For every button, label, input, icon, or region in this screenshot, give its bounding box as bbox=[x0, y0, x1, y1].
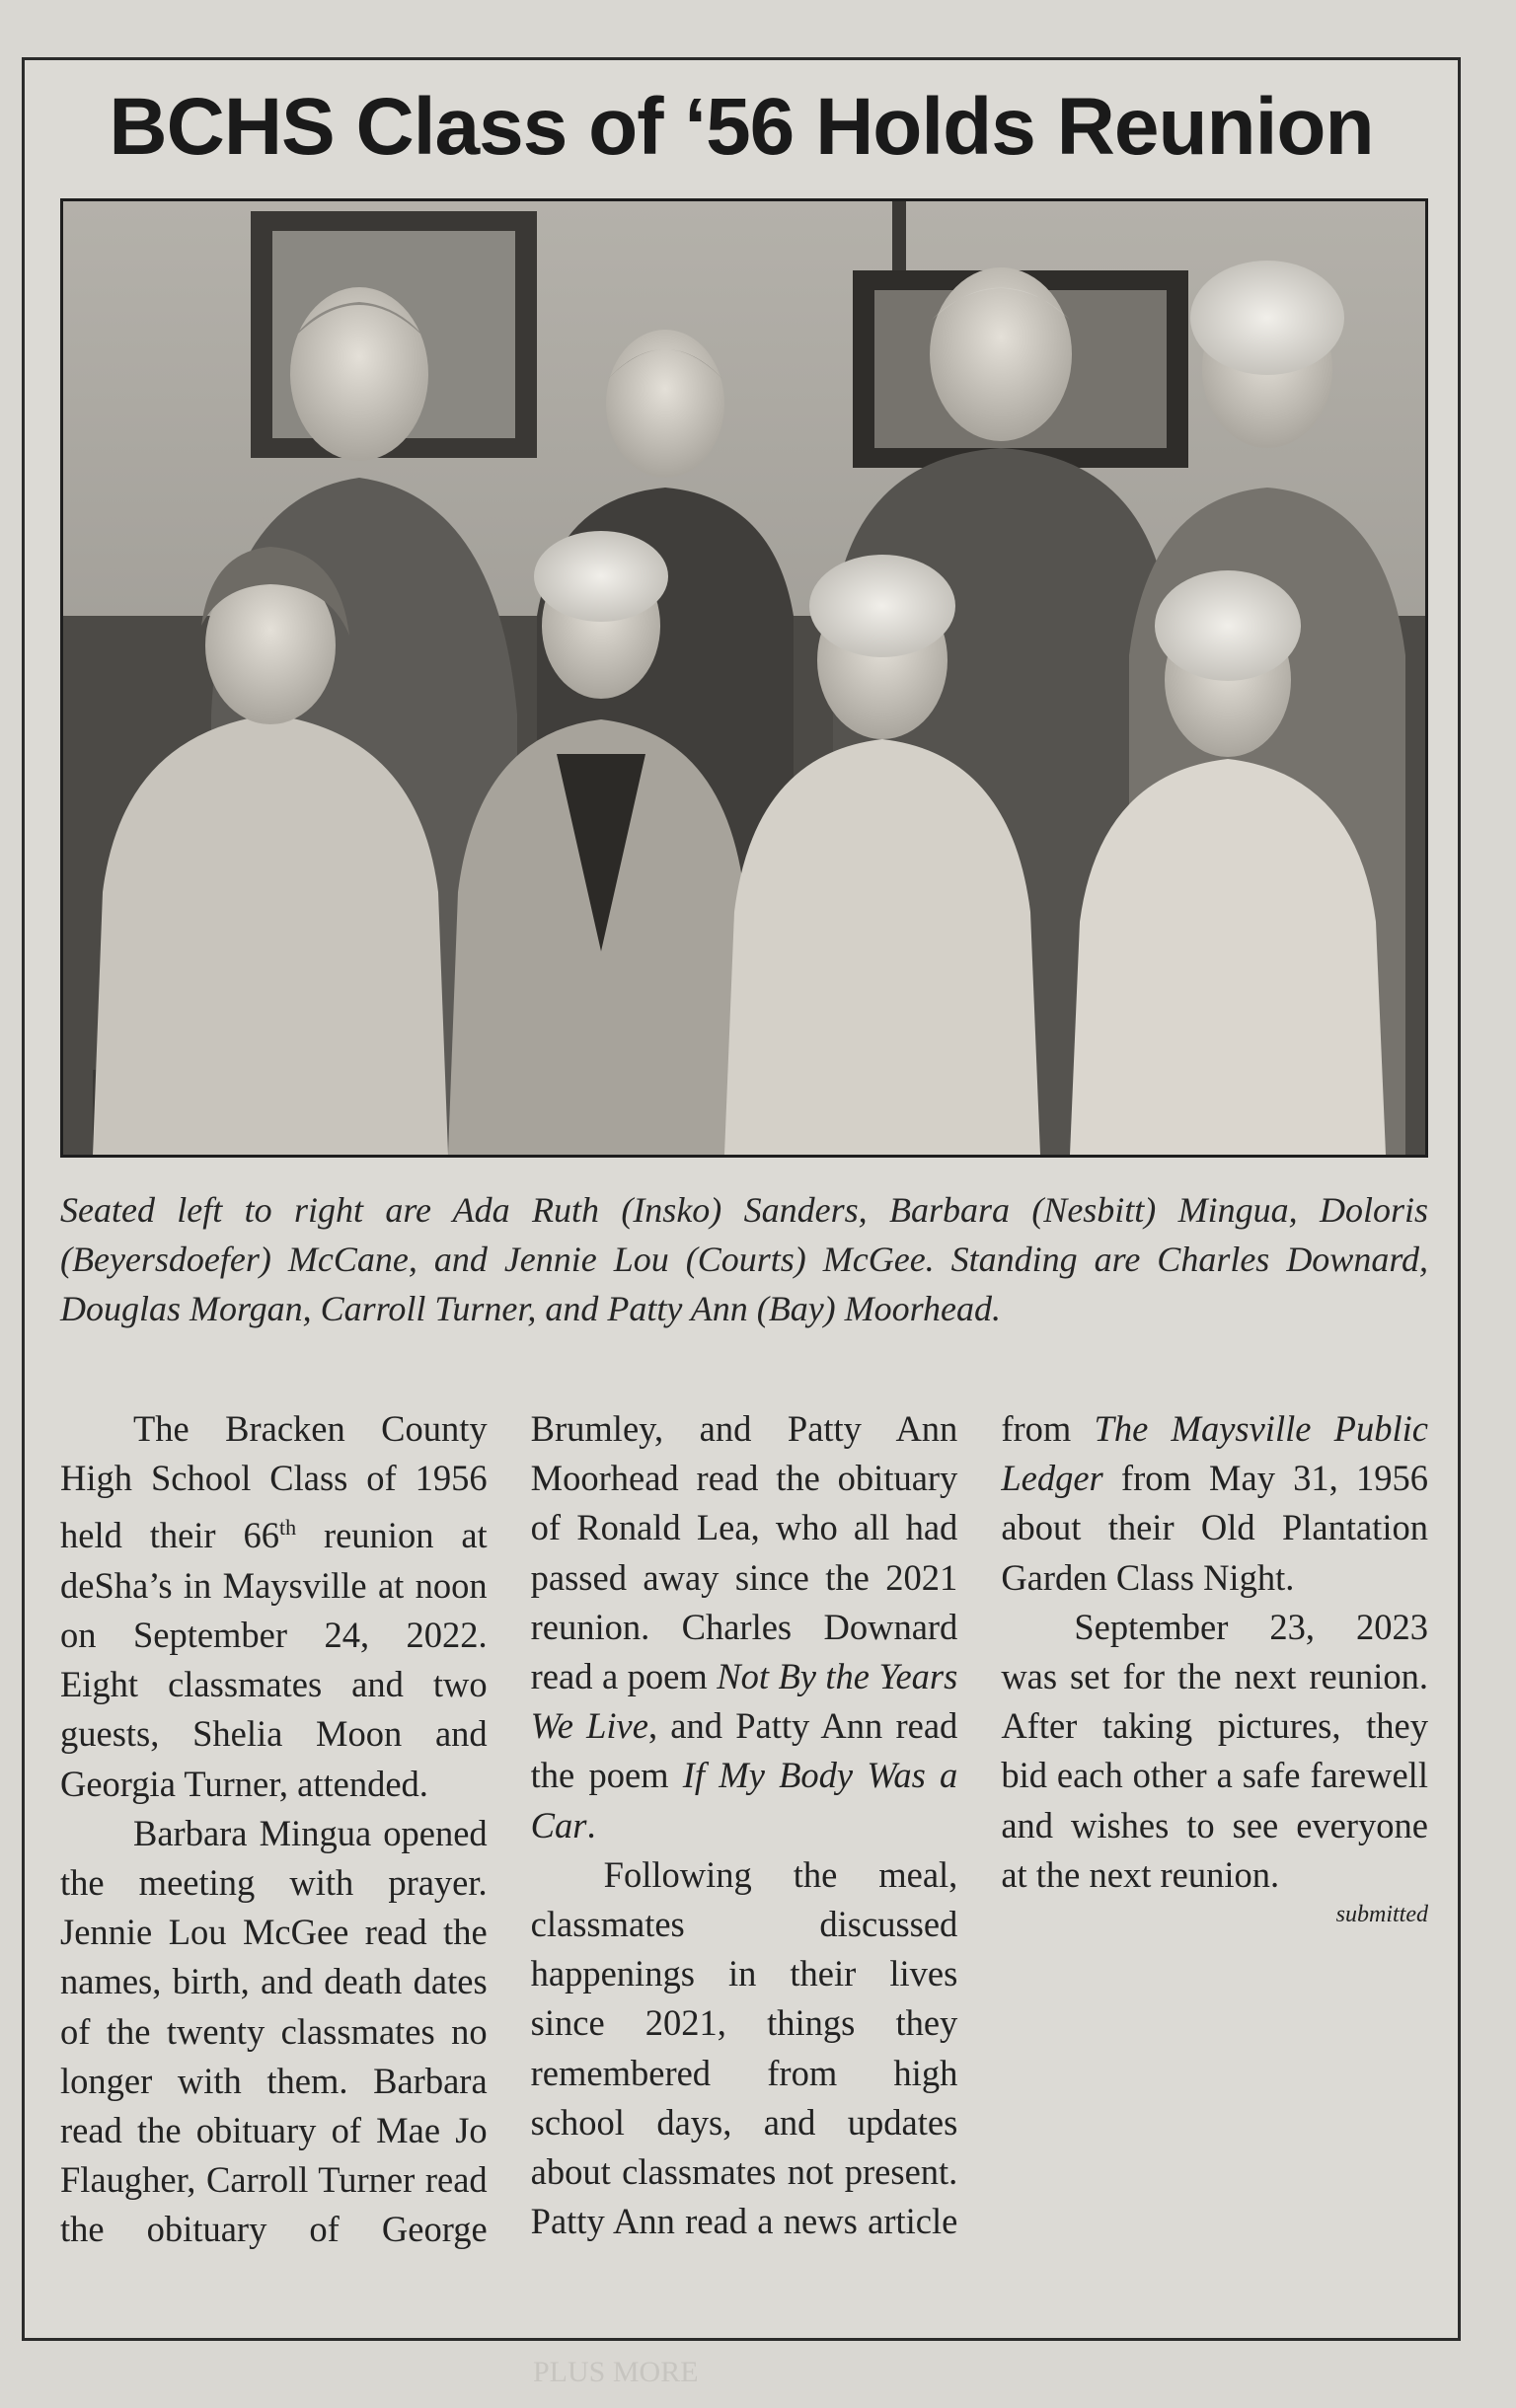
group-photo bbox=[60, 198, 1428, 1158]
poem-title-1: Not By the Years We Live bbox=[530, 1656, 958, 1747]
photo-caption: Seated left to right are Ada Ruth (Insko) Sanders, Barbara (Nesbitt) Mingua, Doloris (Beyersdoefer) McCane, and Jennie Lou (Courts) McGee. Standing are Charles Downard, Douglas Morgan, Carroll Turner, and Patty Ann (Bay) Moorhead. bbox=[60, 1190, 1428, 1328]
paragraph-2-mid: , and Patty Ann read the poem bbox=[530, 1705, 958, 1796]
paragraph-1-text-a: The Bracken County High School Class of 1956 held their 66 bbox=[60, 1408, 488, 1556]
adjacent-page-bleed-bottom: PLUS MORE bbox=[533, 2356, 699, 2388]
paragraph-4 bbox=[1001, 1603, 1428, 1900]
ordinal-suffix: th bbox=[278, 1515, 297, 1541]
paragraph-1-text-b: reunion at deSha’s in Maysville at noon on September 24, 2022. Eight classmates and two guests, Shelia Moon and Georgia Turner, attended. bbox=[60, 1515, 488, 1804]
paragraph-3-text-a: Following the meal, classmates discussed happenings in their lives since 2021, things they remembered from high school days, and updates about classmates not present. Patty Ann read a news article from bbox=[530, 1408, 1095, 2242]
paragraph-4-text: September 23, 2023 was set for the next reunion. After taking pictures, they bid each other a safe farewell and wishes to see everyone at the next reunion. bbox=[1001, 1606, 1428, 1895]
paragraph-2-text: Barbara Mingua opened the meeting with prayer. Jennie Lou McGee read the names, birth, and death dates of the twenty classmates no longer with them. Barbara read the obituary of Mae Jo Flaugher, Carroll Turner read the obituary of George Brumley, and Patty Ann Moorhead read the obituary of Ronald Lea, who all had passed away since the 2021 reunion. Charles Downard read a poem bbox=[60, 1408, 958, 2250]
poem-title-2: If My Body Was a Car bbox=[530, 1755, 958, 1845]
article-box bbox=[22, 57, 1461, 2341]
newspaper-name: The Maysville Public Ledger bbox=[1001, 1408, 1428, 1499]
paragraph-2-end: . bbox=[586, 1804, 596, 1845]
paragraph-1 bbox=[60, 1404, 488, 1809]
article-body bbox=[60, 1404, 1428, 2293]
group-photo-icon bbox=[63, 201, 1425, 1155]
submitted-credit: submitted bbox=[1335, 1902, 1428, 1928]
article-headline: BCHS Class of ‘56 Holds Reunion bbox=[109, 82, 1374, 172]
adjacent-page-bleed-right bbox=[1465, 0, 1516, 2408]
paragraph-3-text-b: from May 31, 1956 about their Old Plantation Garden Class Night. bbox=[1001, 1458, 1428, 1598]
